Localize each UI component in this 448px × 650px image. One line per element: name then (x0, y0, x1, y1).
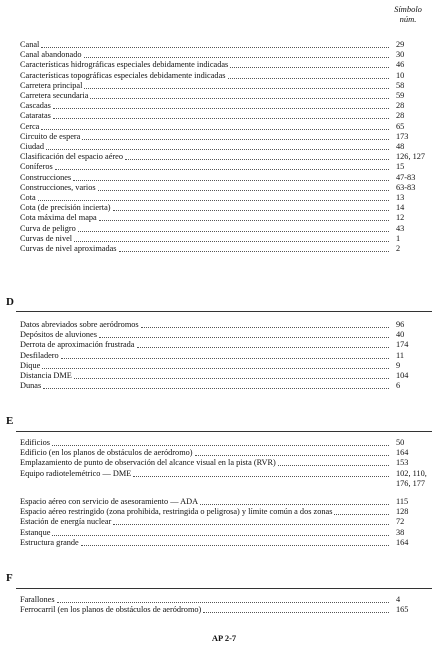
entry-text: Emplazamiento de punto de observación del alcance visual en la pista (RVR) (20, 458, 276, 468)
index-entry (20, 50, 434, 60)
index-entry (20, 361, 434, 371)
index-entry (20, 173, 434, 183)
entry-text: Estanque (20, 527, 51, 537)
entry-symbol-number: 65 (396, 121, 405, 131)
entry-text: Estructura grande (20, 537, 79, 547)
symbol-number-column-header (382, 4, 434, 24)
index-entry (20, 60, 434, 70)
index-entry (20, 458, 434, 468)
entry-symbol-number: 28 (396, 111, 405, 121)
entry-symbol-number: 40 (396, 330, 405, 340)
index-entry (20, 469, 434, 489)
entry-text: Canal (20, 40, 40, 49)
dot-leader (42, 361, 389, 369)
dot-leader (98, 183, 389, 191)
section-letter-f: F (6, 572, 13, 584)
entry-text: Características topográficas especiales debidamente indicadas (20, 70, 226, 80)
entry-text: Farallones (20, 595, 55, 604)
entry-text: Carretera secundaria (20, 91, 89, 101)
index-entry (20, 340, 434, 350)
entry-symbol-number: 15 (396, 162, 405, 172)
index-entry (20, 448, 434, 458)
entry-text: Derrota de aproximación frustrada (20, 340, 135, 350)
entry-symbol-number: 43 (396, 223, 405, 233)
entry-text: Ferrocarril (en los planos de obstáculos de aeródromo) (20, 605, 202, 615)
entry-symbol-number: 48 (396, 142, 405, 152)
entry-text: Coníferos (20, 162, 53, 172)
dot-leader (113, 203, 389, 211)
dot-leader (57, 595, 389, 603)
dot-leader (113, 517, 389, 525)
entry-symbol-number: 47-83 (396, 172, 416, 182)
entry-text: Cascadas (20, 101, 51, 111)
entry-text: Clasificación del espacio aéreo (20, 152, 123, 162)
dot-leader (230, 60, 389, 68)
entry-symbol-number: 30 (396, 50, 405, 60)
entry-text: Construcciones, varios (20, 182, 96, 192)
dot-leader (43, 381, 389, 389)
entry-text: Cerca (20, 121, 40, 131)
dot-leader (53, 101, 389, 109)
section-divider (16, 431, 432, 432)
entry-text: Edificios (20, 438, 50, 447)
entry-symbol-number: 164 (396, 448, 409, 458)
dot-leader (74, 234, 389, 242)
entry-symbol-number: 96 (396, 320, 405, 329)
page-footer: AP 2-7 (211, 633, 237, 643)
dot-leader (278, 458, 389, 466)
entry-symbol-number: 29 (396, 40, 405, 49)
entry-text: Curvas de nivel aproximadas (20, 244, 117, 254)
entry-text: Construcciones (20, 172, 72, 182)
entry-symbol-number: 173 (396, 131, 409, 141)
dot-leader (99, 213, 389, 221)
index-entry (20, 203, 434, 213)
index-entry (20, 320, 434, 330)
entry-symbol-number: 12 (396, 213, 405, 223)
dot-leader (46, 142, 389, 150)
entry-symbol-number: 14 (396, 203, 405, 213)
entry-symbol-number: 164 (396, 537, 409, 547)
entry-symbol-number: 63-83 (396, 182, 416, 192)
entry-symbol-number: 10 (396, 70, 405, 80)
index-entry (20, 111, 434, 121)
entries-section-e (20, 438, 434, 548)
section-letter-e: E (6, 415, 14, 427)
dot-leader (61, 351, 389, 359)
entry-text: Dique (20, 360, 41, 370)
entry-text: Canal abandonado (20, 50, 82, 60)
section-divider (16, 311, 432, 312)
entry-text: Distancia DME (20, 371, 72, 381)
dot-leader (200, 497, 389, 505)
index-entry (20, 351, 434, 361)
dot-leader (228, 71, 390, 79)
entry-text: Curvas de nivel (20, 233, 73, 243)
index-entry (20, 224, 434, 234)
entry-text: Ciudad (20, 142, 44, 152)
entry-text: Depósitos de aluviones (20, 330, 97, 340)
dot-leader (74, 371, 389, 379)
entry-symbol-number: 72 (396, 517, 405, 527)
dot-leader (52, 528, 389, 536)
entries-section-c (20, 40, 434, 254)
entry-symbol-number: 115 (396, 497, 409, 507)
entry-symbol-number: 9 (396, 360, 401, 370)
index-entry (20, 438, 434, 448)
entry-symbol-number: 58 (396, 80, 405, 90)
dot-leader (82, 132, 389, 140)
index-entry (20, 193, 434, 203)
dot-leader (99, 330, 389, 338)
index-entry (20, 497, 434, 507)
dot-leader (73, 173, 389, 181)
index-entry (20, 142, 434, 152)
index-entry (20, 244, 434, 254)
entry-text: Cota (20, 193, 36, 203)
dot-leader (137, 340, 390, 348)
dot-leader (133, 469, 389, 477)
dot-leader (334, 507, 389, 515)
index-entry (20, 595, 434, 605)
entry-text: Equipo radiotelemétrico — DME (20, 468, 132, 478)
index-entry (20, 528, 434, 538)
index-entry (20, 330, 434, 340)
entry-symbol-number: 126, 127 (396, 152, 426, 162)
section-divider (16, 588, 432, 589)
dot-leader (141, 320, 389, 328)
entry-symbol-number: 1 (396, 233, 401, 243)
entry-symbol-number: 104 (396, 371, 409, 381)
dot-leader (90, 91, 389, 99)
entry-text: Cota máxima del mapa (20, 213, 97, 223)
entry-text: Cataratas (20, 111, 51, 121)
dot-leader (84, 81, 389, 89)
dot-leader (125, 152, 389, 160)
index-entry (20, 213, 434, 223)
entry-text: Cota (de precisión incierta) (20, 203, 111, 213)
index-entry (20, 605, 434, 615)
entry-symbol-number: 11 (396, 350, 404, 360)
column-header-line2: núm. (399, 14, 417, 24)
index-entry (20, 381, 434, 391)
entry-text: Estación de energía nuclear (20, 517, 112, 527)
index-entry (20, 91, 434, 101)
entry-symbol-number: 102, 110, 176, 177 (396, 468, 427, 488)
dot-leader (81, 538, 389, 546)
entry-text: Desfiladero (20, 350, 59, 360)
dot-leader (195, 448, 389, 456)
entry-text: Edificio (en los planos de obstáculos de aeródromo) (20, 448, 193, 458)
entry-text: Características hidrográficas especiales debidamente indicadas (20, 60, 229, 70)
entry-symbol-number: 165 (396, 605, 409, 615)
entry-text: Espacio aéreo restringido (zona prohibida, restringida o peligrosa) y límite común a dos zonas (20, 507, 333, 517)
dot-leader (41, 122, 389, 130)
entry-symbol-number: 50 (396, 438, 405, 447)
dot-leader (84, 50, 389, 58)
index-entry (20, 234, 434, 244)
dot-leader (53, 111, 389, 119)
column-header-line1: Símbolo (394, 4, 422, 14)
index-entry (20, 183, 434, 193)
index-entry (20, 101, 434, 111)
entry-text: Espacio aéreo con servicio de asesoramiento — ADA (20, 497, 199, 507)
entries-section-d (20, 320, 434, 391)
entry-symbol-number: 38 (396, 527, 405, 537)
entry-text: Circuito de espera (20, 131, 81, 141)
entry-symbol-number: 28 (396, 101, 405, 111)
entry-symbol-number: 13 (396, 193, 405, 203)
entry-symbol-number: 153 (396, 458, 409, 468)
entry-text: Carretera principal (20, 80, 83, 90)
section-letter-d: D (6, 296, 14, 308)
entry-text: Curva de peligro (20, 223, 76, 233)
dot-leader (78, 224, 389, 232)
entry-symbol-number: 128 (396, 507, 409, 517)
dot-leader (52, 438, 389, 446)
dot-leader (41, 40, 389, 48)
entry-symbol-number: 2 (396, 244, 401, 254)
entry-text: Dunas (20, 381, 42, 391)
index-entry (20, 40, 434, 50)
index-entry (20, 152, 434, 162)
dot-leader (203, 605, 389, 613)
entry-symbol-number: 46 (396, 60, 405, 70)
index-entry (20, 71, 434, 81)
index-entry (20, 162, 434, 172)
dot-leader (119, 244, 389, 252)
entry-symbol-number: 59 (396, 91, 405, 101)
dot-leader (55, 162, 389, 170)
entries-section-f (20, 595, 434, 615)
index-entry (20, 132, 434, 142)
index-entry (20, 81, 434, 91)
entry-symbol-number: 4 (396, 595, 401, 604)
index-entry (20, 517, 434, 527)
index-entry (20, 122, 434, 132)
index-entry (20, 507, 434, 517)
dot-leader (38, 193, 389, 201)
index-entry (20, 371, 434, 381)
index-entry (20, 538, 434, 548)
entry-text: Datos abreviados sobre aeródromos (20, 320, 139, 329)
entry-symbol-number: 174 (396, 340, 409, 350)
entry-symbol-number: 6 (396, 381, 401, 391)
